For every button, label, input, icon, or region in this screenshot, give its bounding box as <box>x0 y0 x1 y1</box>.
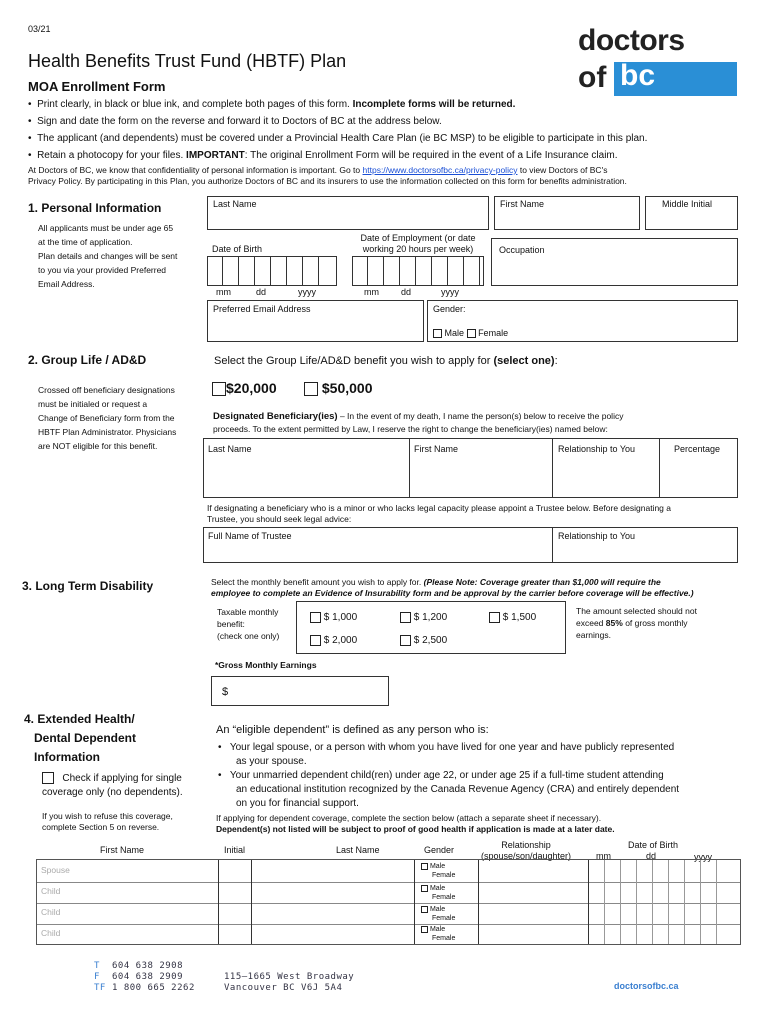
ltd-2000-option[interactable]: $ 2,000 <box>310 635 357 646</box>
trustee-relationship-label: Relationship to You <box>558 531 636 541</box>
dependent-col-relationship: Relationship (spouse/son/daughter) <box>480 840 572 861</box>
dependent-col-last-name: Last Name <box>336 845 380 855</box>
beneficiary-col-first-name: First Name <box>414 444 459 454</box>
eligible-dependent-intro: An “eligible dependent” is defined as any person who is: <box>216 724 489 736</box>
footer-website: doctorsofbc.ca <box>614 981 679 991</box>
dependent-row-child-3: Child <box>41 928 61 938</box>
dependent-gender-child-2[interactable]: Male Female <box>421 905 455 923</box>
logo-bc-block <box>614 59 737 96</box>
dependent-row-child-2: Child <box>41 907 61 917</box>
privacy-policy-link[interactable]: https://www.doctorsofbc.ca/privacy-policy <box>362 165 518 175</box>
section1-description: All applicants must be under age 65 at the time of application. Plan details and changes will be sent to you via your provided Preferred Email Address. <box>38 223 178 289</box>
date-of-birth-label: Date of Birth <box>212 244 263 254</box>
page-subtitle: MOA Enrollment Form <box>28 79 166 94</box>
privacy-notice: At Doctors of BC, we know that confidentiality of personal information is important. Go to https://www.doctorsofbc.ca/privacy-policy to view Doctors of BC's Privacy Policy. By participating in this Plan, you authorize Doctors of BC and its insurers to use the information collected on this form for benefits administration. <box>28 165 627 186</box>
middle-initial-field[interactable]: Middle Initial <box>645 196 738 230</box>
ltd-2000-checkbox[interactable] <box>310 635 321 646</box>
dependent-coverage-note: If applying for dependent coverage, complete the section below (attach a separate sheet if necessary). Dependent(s) not listed will be subject to proof of good health if application is made at a later date. <box>216 813 615 834</box>
date-of-employment-label: Date of Employment (or date working 20 hours per week) <box>360 233 476 254</box>
life-50000-option[interactable]: $50,000 <box>304 380 373 396</box>
child1-male-checkbox[interactable] <box>421 885 428 892</box>
section2-description: Crossed off beneficiary designations must be initialed or request a Change of Beneficiary form from the HBTF Plan Administrator. Physicians are NOT eligible for this benefit. <box>38 385 177 451</box>
ltd-exceed-note: The amount selected should not exceed 85% of gross monthly earnings. <box>576 606 697 640</box>
dependent-table[interactable] <box>36 859 741 945</box>
dependent-row-child-1: Child <box>41 886 61 896</box>
section2-instruction: Select the Group Life/AD&D benefit you wish to apply for (select one): <box>214 355 558 367</box>
dependent-col-date-of-birth: Date of Birth <box>628 840 679 850</box>
first-name-field[interactable]: First Name <box>494 196 640 230</box>
trustee-table[interactable] <box>203 527 738 563</box>
section3-instruction: Select the monthly benefit amount you wish to apply for. (Please Note: Coverage greater than $1,000 will require the employee to complete an Evidence of Insurability form and be approval by the carrier before coverage will be effective.) <box>211 577 694 598</box>
ltd-amount-options <box>296 601 566 654</box>
single-coverage-option[interactable]: Check if applying for single coverage only (no dependents). <box>42 773 183 798</box>
form-date-code: 03/21 <box>28 24 51 34</box>
instruction-item-1: • Print clearly, in black or blue ink, and complete both pages of this form. Incomplete forms will be returned. <box>28 99 516 110</box>
dependent-gender-child-3[interactable]: Male Female <box>421 925 455 943</box>
logo-word-bc: bc <box>620 59 656 92</box>
date-of-employment-field[interactable] <box>352 256 484 286</box>
ltd-1500-checkbox[interactable] <box>489 612 500 623</box>
date-of-birth-field[interactable] <box>207 256 337 286</box>
life-20000-option[interactable]: $20,000 <box>212 380 277 396</box>
refuse-coverage-note: If you wish to refuse this coverage, complete Section 5 on reverse. <box>42 811 173 832</box>
section4-heading: 4. Extended Health/ Dental Dependent Information <box>24 712 137 764</box>
preferred-email-field[interactable]: Preferred Email Address <box>207 300 424 342</box>
beneficiary-statement: Designated Beneficiary(ies) – In the event of my death, I name the person(s) below to receive the policy proceeds. To the extent permitted by Law, I reserve the right to change the beneficiary(ies) named below: <box>213 411 624 434</box>
life-50000-checkbox[interactable] <box>304 382 318 396</box>
gross-monthly-earnings-label: *Gross Monthly Earnings <box>215 660 317 670</box>
section2-heading: 2. Group Life / AD&D <box>28 353 147 367</box>
instruction-item-2: • Sign and date the form on the reverse and forward it to Doctors of BC at the address below. <box>28 116 442 127</box>
child3-male-checkbox[interactable] <box>421 926 428 933</box>
last-name-field[interactable]: Last Name <box>207 196 489 230</box>
footer-contact: T 604 638 2908 F 604 638 2909 TF 1 800 665 2262 <box>94 961 195 993</box>
occupation-field[interactable]: Occupation <box>491 238 738 286</box>
dependent-row-spouse: Spouse <box>41 865 70 875</box>
ltd-1200-option[interactable]: $ 1,200 <box>400 612 447 623</box>
ltd-2500-checkbox[interactable] <box>400 635 411 646</box>
doctors-of-bc-logo <box>578 24 743 98</box>
ltd-1000-option[interactable]: $ 1,000 <box>310 612 357 623</box>
beneficiary-col-last-name: Last Name <box>208 444 252 454</box>
beneficiary-table[interactable] <box>203 438 738 498</box>
ltd-1000-checkbox[interactable] <box>310 612 321 623</box>
gross-monthly-earnings-field[interactable]: $ <box>211 676 389 706</box>
taxable-benefit-label: Taxable monthly benefit: (check one only) <box>217 607 280 641</box>
logo-word-of: of <box>578 61 607 94</box>
spouse-male-checkbox[interactable] <box>421 863 428 870</box>
ltd-1500-option[interactable]: $ 1,500 <box>489 612 536 623</box>
single-coverage-checkbox[interactable] <box>42 772 54 784</box>
dependent-gender-spouse[interactable]: Male Female <box>421 862 455 880</box>
section3-heading: 3. Long Term Disability <box>22 579 154 593</box>
gender-field: Gender: Male Female <box>427 300 738 342</box>
dependent-col-first-name: First Name <box>100 845 145 855</box>
child2-male-checkbox[interactable] <box>421 906 428 913</box>
trustee-statement: If designating a beneficiary who is a minor or who lacks legal capacity please appoint a Trustee below. Before designating a Trustee, you should seek legal advice: <box>207 503 671 524</box>
footer-address: 115—1665 West Broadway Vancouver BC V6J 5A4 <box>224 972 355 993</box>
section1-heading: 1. Personal Information <box>28 201 162 215</box>
dependent-col-gender: Gender <box>424 845 455 855</box>
logo-word-doctors: doctors <box>578 24 685 57</box>
life-20000-checkbox[interactable] <box>212 382 226 396</box>
page-title: Health Benefits Trust Fund (HBTF) Plan <box>28 51 347 71</box>
beneficiary-col-percentage: Percentage <box>674 444 721 454</box>
dependent-gender-child-1[interactable]: Male Female <box>421 884 455 902</box>
ltd-1200-checkbox[interactable] <box>400 612 411 623</box>
beneficiary-col-relationship: Relationship to You <box>558 444 636 454</box>
gender-male-checkbox[interactable] <box>433 329 442 338</box>
ltd-2500-option[interactable]: $ 2,500 <box>400 635 447 646</box>
trustee-full-name-label: Full Name of Trustee <box>208 531 292 541</box>
gender-female-checkbox[interactable] <box>467 329 476 338</box>
eligible-dependent-criteria: • Your legal spouse, or a person with whom you have lived for one year and have publicly represented as your spouse. • Your unmarried dependent child(ren) under age 22, or under age 25 if a full-time student attending an educational institution recognized by the Canada Revenue Agency (CRA) and entirely dependent on you for financial support. <box>218 742 680 809</box>
instruction-item-3: • The applicant (and dependents) must be covered under a Provincial Health Care Plan (ie BC MSP) to be eligible to participate in this plan. <box>28 133 648 144</box>
dependent-col-initial: Initial <box>224 845 246 855</box>
instruction-item-4: • Retain a photocopy for your files. IMPORTANT: The original Enrollment Form will be required in the event of a Life Insurance claim. <box>28 150 618 161</box>
